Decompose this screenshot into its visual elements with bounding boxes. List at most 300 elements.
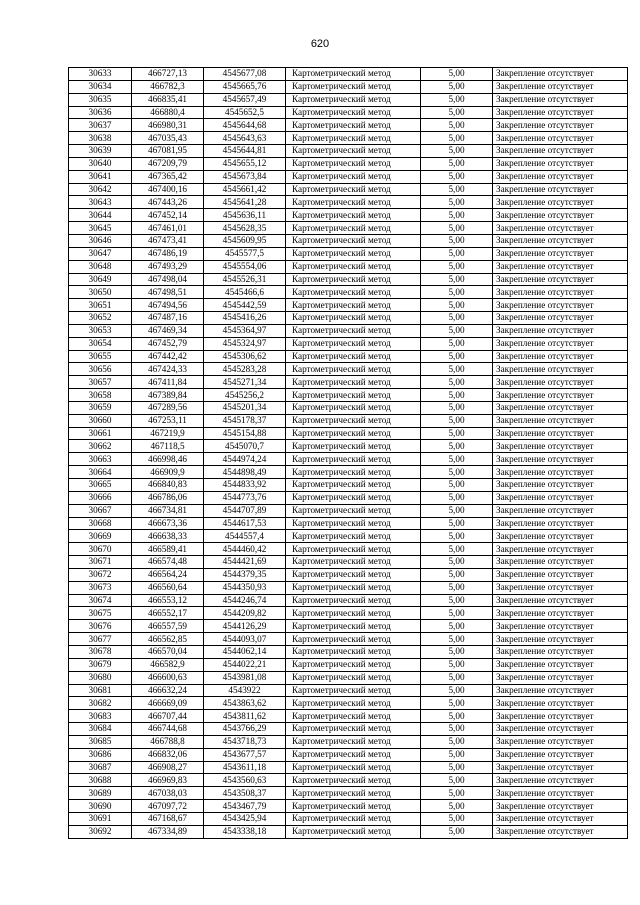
x-coordinate-cell: 466998,46 xyxy=(132,453,204,466)
y-coordinate-cell: 4543922 xyxy=(204,684,286,697)
fixing-cell: Закрепление отсутствует xyxy=(493,286,628,299)
accuracy-cell: 5,00 xyxy=(421,633,493,646)
method-cell: Картометрический метод xyxy=(286,735,421,748)
accuracy-cell: 5,00 xyxy=(421,491,493,504)
x-coordinate-cell: 467452,79 xyxy=(132,337,204,350)
point-number-cell: 30657 xyxy=(69,376,132,389)
y-coordinate-cell: 4544773,76 xyxy=(204,491,286,504)
fixing-cell: Закрепление отсутствует xyxy=(493,748,628,761)
accuracy-cell: 5,00 xyxy=(421,735,493,748)
point-number-cell: 30674 xyxy=(69,594,132,607)
fixing-cell: Закрепление отсутствует xyxy=(493,119,628,132)
x-coordinate-cell: 467097,72 xyxy=(132,800,204,813)
point-number-cell: 30648 xyxy=(69,260,132,273)
x-coordinate-cell: 467365,42 xyxy=(132,170,204,183)
y-coordinate-cell: 4543766,29 xyxy=(204,723,286,736)
table-row xyxy=(69,93,628,106)
x-coordinate-cell: 466552,17 xyxy=(132,607,204,620)
table-row xyxy=(69,466,628,479)
accuracy-cell: 5,00 xyxy=(421,106,493,119)
fixing-cell: Закрепление отсутствует xyxy=(493,671,628,684)
table-row xyxy=(69,234,628,247)
fixing-cell: Закрепление отсутствует xyxy=(493,427,628,440)
accuracy-cell: 5,00 xyxy=(421,748,493,761)
table-row xyxy=(69,247,628,260)
point-number-cell: 30677 xyxy=(69,633,132,646)
method-cell: Картометрический метод xyxy=(286,479,421,492)
x-coordinate-cell: 466582,9 xyxy=(132,658,204,671)
method-cell: Картометрический метод xyxy=(286,620,421,633)
method-cell: Картометрический метод xyxy=(286,337,421,350)
accuracy-cell: 5,00 xyxy=(421,440,493,453)
table-row xyxy=(69,145,628,158)
x-coordinate-cell: 467424,33 xyxy=(132,363,204,376)
point-number-cell: 30640 xyxy=(69,157,132,170)
table-row xyxy=(69,260,628,273)
y-coordinate-cell: 4545526,31 xyxy=(204,273,286,286)
x-coordinate-cell: 467452,14 xyxy=(132,209,204,222)
fixing-cell: Закрепление отсутствует xyxy=(493,466,628,479)
method-cell: Картометрический метод xyxy=(286,157,421,170)
x-coordinate-cell: 466564,24 xyxy=(132,568,204,581)
fixing-cell: Закрепление отсутствует xyxy=(493,800,628,813)
point-number-cell: 30688 xyxy=(69,774,132,787)
accuracy-cell: 5,00 xyxy=(421,761,493,774)
method-cell: Картометрический метод xyxy=(286,671,421,684)
fixing-cell: Закрепление отсутствует xyxy=(493,581,628,594)
accuracy-cell: 5,00 xyxy=(421,260,493,273)
method-cell: Картометрический метод xyxy=(286,761,421,774)
fixing-cell: Закрепление отсутствует xyxy=(493,222,628,235)
method-cell: Картометрический метод xyxy=(286,427,421,440)
x-coordinate-cell: 467118,5 xyxy=(132,440,204,453)
y-coordinate-cell: 4545609,95 xyxy=(204,234,286,247)
table-row xyxy=(69,350,628,363)
accuracy-cell: 5,00 xyxy=(421,453,493,466)
fixing-cell: Закрепление отсутствует xyxy=(493,183,628,196)
point-number-cell: 30672 xyxy=(69,568,132,581)
x-coordinate-cell: 466835,41 xyxy=(132,93,204,106)
y-coordinate-cell: 4545201,34 xyxy=(204,401,286,414)
accuracy-cell: 5,00 xyxy=(421,607,493,620)
y-coordinate-cell: 4544421,69 xyxy=(204,556,286,569)
x-coordinate-cell: 467411,84 xyxy=(132,376,204,389)
fixing-cell: Закрепление отсутствует xyxy=(493,93,628,106)
accuracy-cell: 5,00 xyxy=(421,119,493,132)
x-coordinate-cell: 466669,09 xyxy=(132,697,204,710)
x-coordinate-cell: 466570,04 xyxy=(132,645,204,658)
point-number-cell: 30667 xyxy=(69,504,132,517)
point-number-cell: 30666 xyxy=(69,491,132,504)
y-coordinate-cell: 4545636,11 xyxy=(204,209,286,222)
fixing-cell: Закрепление отсутствует xyxy=(493,414,628,427)
y-coordinate-cell: 4544350,93 xyxy=(204,581,286,594)
x-coordinate-cell: 467038,03 xyxy=(132,787,204,800)
x-coordinate-cell: 466562,85 xyxy=(132,633,204,646)
y-coordinate-cell: 4543718,73 xyxy=(204,735,286,748)
accuracy-cell: 5,00 xyxy=(421,427,493,440)
table-row xyxy=(69,530,628,543)
accuracy-cell: 5,00 xyxy=(421,273,493,286)
accuracy-cell: 5,00 xyxy=(421,170,493,183)
point-number-cell: 30686 xyxy=(69,748,132,761)
y-coordinate-cell: 4545306,62 xyxy=(204,350,286,363)
accuracy-cell: 5,00 xyxy=(421,324,493,337)
point-number-cell: 30678 xyxy=(69,645,132,658)
method-cell: Картометрический метод xyxy=(286,106,421,119)
x-coordinate-cell: 467253,11 xyxy=(132,414,204,427)
method-cell: Картометрический метод xyxy=(286,273,421,286)
y-coordinate-cell: 4544460,42 xyxy=(204,543,286,556)
fixing-cell: Закрепление отсутствует xyxy=(493,196,628,209)
accuracy-cell: 5,00 xyxy=(421,620,493,633)
x-coordinate-cell: 467487,16 xyxy=(132,312,204,325)
method-cell: Картометрический метод xyxy=(286,645,421,658)
fixing-cell: Закрепление отсутствует xyxy=(493,376,628,389)
x-coordinate-cell: 467168,67 xyxy=(132,812,204,825)
table-row xyxy=(69,170,628,183)
table-row xyxy=(69,658,628,671)
point-number-cell: 30683 xyxy=(69,710,132,723)
accuracy-cell: 5,00 xyxy=(421,466,493,479)
fixing-cell: Закрепление отсутствует xyxy=(493,80,628,93)
accuracy-cell: 5,00 xyxy=(421,401,493,414)
y-coordinate-cell: 4545673,84 xyxy=(204,170,286,183)
accuracy-cell: 5,00 xyxy=(421,594,493,607)
table-row xyxy=(69,479,628,492)
fixing-cell: Закрепление отсутствует xyxy=(493,68,628,81)
table-row xyxy=(69,645,628,658)
x-coordinate-cell: 466638,33 xyxy=(132,530,204,543)
method-cell: Картометрический метод xyxy=(286,466,421,479)
point-number-cell: 30658 xyxy=(69,389,132,402)
y-coordinate-cell: 4543863,62 xyxy=(204,697,286,710)
point-number-cell: 30684 xyxy=(69,723,132,736)
accuracy-cell: 5,00 xyxy=(421,80,493,93)
accuracy-cell: 5,00 xyxy=(421,183,493,196)
point-number-cell: 30641 xyxy=(69,170,132,183)
method-cell: Картометрический метод xyxy=(286,825,421,838)
y-coordinate-cell: 4545554,06 xyxy=(204,260,286,273)
accuracy-cell: 5,00 xyxy=(421,312,493,325)
accuracy-cell: 5,00 xyxy=(421,774,493,787)
method-cell: Картометрический метод xyxy=(286,543,421,556)
x-coordinate-cell: 467035,43 xyxy=(132,132,204,145)
fixing-cell: Закрепление отсутствует xyxy=(493,157,628,170)
accuracy-cell: 5,00 xyxy=(421,504,493,517)
table-row xyxy=(69,710,628,723)
table-row xyxy=(69,491,628,504)
point-number-cell: 30676 xyxy=(69,620,132,633)
accuracy-cell: 5,00 xyxy=(421,684,493,697)
point-number-cell: 30659 xyxy=(69,401,132,414)
fixing-cell: Закрепление отсутствует xyxy=(493,723,628,736)
method-cell: Картометрический метод xyxy=(286,568,421,581)
point-number-cell: 30653 xyxy=(69,324,132,337)
fixing-cell: Закрепление отсутствует xyxy=(493,504,628,517)
method-cell: Картометрический метод xyxy=(286,491,421,504)
x-coordinate-cell: 466832,06 xyxy=(132,748,204,761)
accuracy-cell: 5,00 xyxy=(421,568,493,581)
method-cell: Картометрический метод xyxy=(286,812,421,825)
table-row xyxy=(69,556,628,569)
y-coordinate-cell: 4544246,74 xyxy=(204,594,286,607)
table-row xyxy=(69,324,628,337)
table-row xyxy=(69,68,628,81)
x-coordinate-cell: 466880,4 xyxy=(132,106,204,119)
table-row xyxy=(69,414,628,427)
point-number-cell: 30654 xyxy=(69,337,132,350)
y-coordinate-cell: 4544093,07 xyxy=(204,633,286,646)
method-cell: Картометрический метод xyxy=(286,260,421,273)
y-coordinate-cell: 4544557,4 xyxy=(204,530,286,543)
fixing-cell: Закрепление отсутствует xyxy=(493,234,628,247)
point-number-cell: 30637 xyxy=(69,119,132,132)
method-cell: Картометрический метод xyxy=(286,299,421,312)
accuracy-cell: 5,00 xyxy=(421,812,493,825)
x-coordinate-cell: 467486,19 xyxy=(132,247,204,260)
point-number-cell: 30645 xyxy=(69,222,132,235)
accuracy-cell: 5,00 xyxy=(421,787,493,800)
method-cell: Картометрический метод xyxy=(286,145,421,158)
x-coordinate-cell: 466632,24 xyxy=(132,684,204,697)
y-coordinate-cell: 4544707,89 xyxy=(204,504,286,517)
y-coordinate-cell: 4545628,35 xyxy=(204,222,286,235)
y-coordinate-cell: 4543425,94 xyxy=(204,812,286,825)
x-coordinate-cell: 466557,59 xyxy=(132,620,204,633)
method-cell: Картометрический метод xyxy=(286,183,421,196)
fixing-cell: Закрепление отсутствует xyxy=(493,607,628,620)
fixing-cell: Закрепление отсутствует xyxy=(493,312,628,325)
y-coordinate-cell: 4545416,26 xyxy=(204,312,286,325)
method-cell: Картометрический метод xyxy=(286,453,421,466)
accuracy-cell: 5,00 xyxy=(421,196,493,209)
x-coordinate-cell: 466980,31 xyxy=(132,119,204,132)
x-coordinate-cell: 467389,84 xyxy=(132,389,204,402)
method-cell: Картометрический метод xyxy=(286,93,421,106)
x-coordinate-cell: 466744,68 xyxy=(132,723,204,736)
x-coordinate-cell: 467081,95 xyxy=(132,145,204,158)
table-row xyxy=(69,517,628,530)
method-cell: Картометрический метод xyxy=(286,196,421,209)
method-cell: Картометрический метод xyxy=(286,787,421,800)
fixing-cell: Закрепление отсутствует xyxy=(493,825,628,838)
method-cell: Картометрический метод xyxy=(286,697,421,710)
accuracy-cell: 5,00 xyxy=(421,517,493,530)
fixing-cell: Закрепление отсутствует xyxy=(493,658,628,671)
accuracy-cell: 5,00 xyxy=(421,132,493,145)
point-number-cell: 30662 xyxy=(69,440,132,453)
y-coordinate-cell: 4545652,5 xyxy=(204,106,286,119)
point-number-cell: 30644 xyxy=(69,209,132,222)
method-cell: Картометрический метод xyxy=(286,633,421,646)
point-number-cell: 30690 xyxy=(69,800,132,813)
table-row xyxy=(69,299,628,312)
x-coordinate-cell: 467498,51 xyxy=(132,286,204,299)
method-cell: Картометрический метод xyxy=(286,363,421,376)
point-number-cell: 30655 xyxy=(69,350,132,363)
method-cell: Картометрический метод xyxy=(286,312,421,325)
point-number-cell: 30670 xyxy=(69,543,132,556)
point-number-cell: 30660 xyxy=(69,414,132,427)
y-coordinate-cell: 4545271,34 xyxy=(204,376,286,389)
y-coordinate-cell: 4544126,29 xyxy=(204,620,286,633)
table-row xyxy=(69,401,628,414)
fixing-cell: Закрепление отсутствует xyxy=(493,440,628,453)
point-number-cell: 30692 xyxy=(69,825,132,838)
table-row xyxy=(69,209,628,222)
x-coordinate-cell: 466908,27 xyxy=(132,761,204,774)
fixing-cell: Закрепление отсутствует xyxy=(493,209,628,222)
method-cell: Картометрический метод xyxy=(286,414,421,427)
table-row xyxy=(69,132,628,145)
method-cell: Картометрический метод xyxy=(286,80,421,93)
y-coordinate-cell: 4544617,53 xyxy=(204,517,286,530)
method-cell: Картометрический метод xyxy=(286,247,421,260)
x-coordinate-cell: 467334,89 xyxy=(132,825,204,838)
fixing-cell: Закрепление отсутствует xyxy=(493,568,628,581)
table-row xyxy=(69,106,628,119)
x-coordinate-cell: 466727,13 xyxy=(132,68,204,81)
accuracy-cell: 5,00 xyxy=(421,581,493,594)
x-coordinate-cell: 467473,41 xyxy=(132,234,204,247)
fixing-cell: Закрепление отсутствует xyxy=(493,633,628,646)
method-cell: Картометрический метод xyxy=(286,774,421,787)
fixing-cell: Закрепление отсутствует xyxy=(493,401,628,414)
point-number-cell: 30664 xyxy=(69,466,132,479)
fixing-cell: Закрепление отсутствует xyxy=(493,697,628,710)
method-cell: Картометрический метод xyxy=(286,234,421,247)
table-row xyxy=(69,273,628,286)
y-coordinate-cell: 4545677,08 xyxy=(204,68,286,81)
point-number-cell: 30669 xyxy=(69,530,132,543)
accuracy-cell: 5,00 xyxy=(421,556,493,569)
accuracy-cell: 5,00 xyxy=(421,247,493,260)
y-coordinate-cell: 4543467,79 xyxy=(204,800,286,813)
fixing-cell: Закрепление отсутствует xyxy=(493,299,628,312)
table-row xyxy=(69,723,628,736)
table-row xyxy=(69,607,628,620)
y-coordinate-cell: 4545442,59 xyxy=(204,299,286,312)
table-row xyxy=(69,440,628,453)
accuracy-cell: 5,00 xyxy=(421,234,493,247)
fixing-cell: Закрепление отсутствует xyxy=(493,491,628,504)
point-number-cell: 30652 xyxy=(69,312,132,325)
fixing-cell: Закрепление отсутствует xyxy=(493,774,628,787)
accuracy-cell: 5,00 xyxy=(421,723,493,736)
fixing-cell: Закрепление отсутствует xyxy=(493,170,628,183)
method-cell: Картометрический метод xyxy=(286,684,421,697)
y-coordinate-cell: 4543508,37 xyxy=(204,787,286,800)
point-number-cell: 30675 xyxy=(69,607,132,620)
method-cell: Картометрический метод xyxy=(286,324,421,337)
point-number-cell: 30682 xyxy=(69,697,132,710)
x-coordinate-cell: 466909,9 xyxy=(132,466,204,479)
table-row xyxy=(69,453,628,466)
fixing-cell: Закрепление отсутствует xyxy=(493,812,628,825)
method-cell: Картометрический метод xyxy=(286,723,421,736)
method-cell: Картометрический метод xyxy=(286,119,421,132)
fixing-cell: Закрепление отсутствует xyxy=(493,453,628,466)
fixing-cell: Закрепление отсутствует xyxy=(493,594,628,607)
table-row xyxy=(69,787,628,800)
x-coordinate-cell: 466589,41 xyxy=(132,543,204,556)
y-coordinate-cell: 4543338,18 xyxy=(204,825,286,838)
method-cell: Картометрический метод xyxy=(286,556,421,569)
x-coordinate-cell: 466553,12 xyxy=(132,594,204,607)
y-coordinate-cell: 4544974,24 xyxy=(204,453,286,466)
point-number-cell: 30663 xyxy=(69,453,132,466)
y-coordinate-cell: 4543611,18 xyxy=(204,761,286,774)
y-coordinate-cell: 4545466,6 xyxy=(204,286,286,299)
page-number: 620 xyxy=(310,38,330,50)
fixing-cell: Закрепление отсутствует xyxy=(493,517,628,530)
method-cell: Картометрический метод xyxy=(286,222,421,235)
y-coordinate-cell: 4544379,35 xyxy=(204,568,286,581)
accuracy-cell: 5,00 xyxy=(421,350,493,363)
point-number-cell: 30647 xyxy=(69,247,132,260)
y-coordinate-cell: 4543560,63 xyxy=(204,774,286,787)
table-row xyxy=(69,671,628,684)
table-row xyxy=(69,337,628,350)
accuracy-cell: 5,00 xyxy=(421,697,493,710)
x-coordinate-cell: 466600,63 xyxy=(132,671,204,684)
y-coordinate-cell: 4545655,12 xyxy=(204,157,286,170)
table-row xyxy=(69,157,628,170)
table-row xyxy=(69,312,628,325)
method-cell: Картометрический метод xyxy=(286,389,421,402)
accuracy-cell: 5,00 xyxy=(421,157,493,170)
x-coordinate-cell: 466840,83 xyxy=(132,479,204,492)
y-coordinate-cell: 4545364,97 xyxy=(204,324,286,337)
fixing-cell: Закрепление отсутствует xyxy=(493,556,628,569)
x-coordinate-cell: 466786,06 xyxy=(132,491,204,504)
x-coordinate-cell: 466560,64 xyxy=(132,581,204,594)
table-row xyxy=(69,389,628,402)
fixing-cell: Закрепление отсутствует xyxy=(493,735,628,748)
fixing-cell: Закрепление отсутствует xyxy=(493,132,628,145)
fixing-cell: Закрепление отсутствует xyxy=(493,145,628,158)
method-cell: Картометрический метод xyxy=(286,209,421,222)
x-coordinate-cell: 467289,56 xyxy=(132,401,204,414)
accuracy-cell: 5,00 xyxy=(421,337,493,350)
point-number-cell: 30642 xyxy=(69,183,132,196)
fixing-cell: Закрепление отсутствует xyxy=(493,530,628,543)
method-cell: Картометрический метод xyxy=(286,658,421,671)
y-coordinate-cell: 4545643,63 xyxy=(204,132,286,145)
x-coordinate-cell: 467494,56 xyxy=(132,299,204,312)
method-cell: Картометрический метод xyxy=(286,581,421,594)
table-row xyxy=(69,581,628,594)
y-coordinate-cell: 4544209,82 xyxy=(204,607,286,620)
fixing-cell: Закрепление отсутствует xyxy=(493,645,628,658)
point-number-cell: 30636 xyxy=(69,106,132,119)
method-cell: Картометрический метод xyxy=(286,748,421,761)
fixing-cell: Закрепление отсутствует xyxy=(493,479,628,492)
y-coordinate-cell: 4545661,42 xyxy=(204,183,286,196)
y-coordinate-cell: 4545178,37 xyxy=(204,414,286,427)
fixing-cell: Закрепление отсутствует xyxy=(493,324,628,337)
x-coordinate-cell: 467461,01 xyxy=(132,222,204,235)
y-coordinate-cell: 4545324,97 xyxy=(204,337,286,350)
y-coordinate-cell: 4543677,57 xyxy=(204,748,286,761)
x-coordinate-cell: 466969,83 xyxy=(132,774,204,787)
y-coordinate-cell: 4544833,92 xyxy=(204,479,286,492)
y-coordinate-cell: 4544898,49 xyxy=(204,466,286,479)
table-row xyxy=(69,684,628,697)
point-number-cell: 30635 xyxy=(69,93,132,106)
accuracy-cell: 5,00 xyxy=(421,710,493,723)
